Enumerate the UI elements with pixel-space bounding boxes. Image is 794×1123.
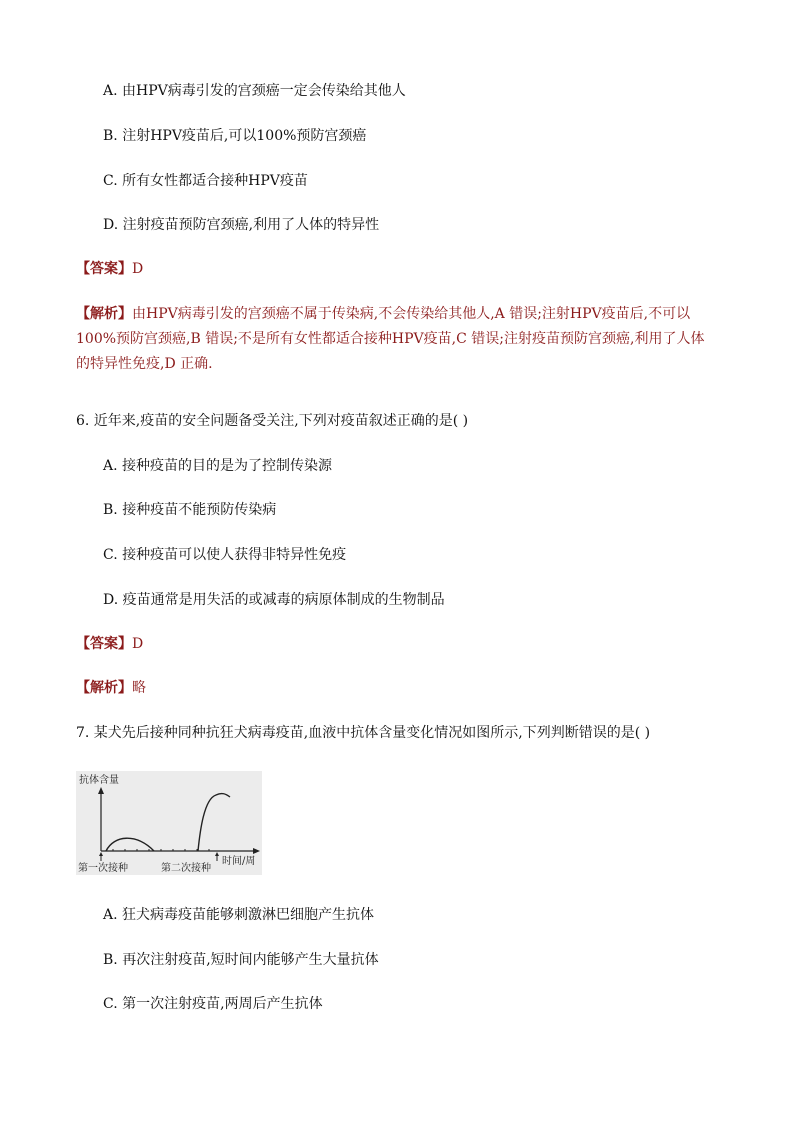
figure-first-injection-label: 第一次接种 [78,863,128,874]
q6-stem: 6. 近年来,疫苗的安全问题备受关注,下列对疫苗叙述正确的是( ) [76,413,469,429]
q5-analysis [76,302,716,377]
x-axis-arrow [253,848,260,854]
q6-answer [76,633,143,655]
q5-option-b: B. 注射HPV疫苗后,可以100%预防宫颈癌 [103,128,367,144]
q7-stem: 7. 某犬先后接种同种抗狂犬病毒疫苗,血液中抗体含量变化情况如图所示,下列判断错误的是( ) [76,725,651,741]
figure-xlabel: 时间/周 [222,856,256,867]
q6-answer-tag: 【答案】 [76,636,132,652]
q5-analysis-tag: 【解析】 [76,306,132,322]
antibody-curve-figure [76,771,262,875]
q5-option-c: C. 所有女性都适合接种HPV疫苗 [103,173,308,189]
q5-answer-tag: 【答案】 [76,261,132,277]
q5-answer-value: D [132,261,144,277]
figure-second-injection-label: 第二次接种 [161,863,211,874]
q6-option-b: B. 接种疫苗不能预防传染病 [103,502,277,518]
figure-ylabel: 抗体含量 [79,775,119,786]
q6-answer-value: D [132,636,144,652]
q7-option-b: B. 再次注射疫苗,短时间内能够产生大量抗体 [103,952,379,968]
q5-answer [76,258,143,280]
q7-option-c: C. 第一次注射疫苗,两周后产生抗体 [103,996,323,1012]
q5-analysis-text: 由HPV病毒引发的宫颈癌不属于传染病,不会传染给其他人,A 错误;注射HPV疫苗后,不可以100%预防宫颈癌,B 错误;不是所有女性都适合接种HPV疫苗,C 错误;注射疫苗预防宫颈癌,利用了人体的特异性免疫,D 正确. [76,306,705,372]
q5-option-a: A. 由HPV病毒引发的宫颈癌一定会传染给其他人 [103,83,406,99]
q6-option-d: D. 疫苗通常是用失活的或减毒的病原体制成的生物制品 [103,592,445,608]
q6-analysis [76,677,146,699]
second-response-curve [198,794,230,851]
q6-option-a: A. 接种疫苗的目的是为了控制传染源 [103,458,333,474]
q6-option-c: C. 接种疫苗可以使人获得非特异性免疫 [103,547,347,563]
q6-analysis-tag: 【解析】 [76,680,132,696]
q5-option-d: D. 注射疫苗预防宫颈癌,利用了人体的特异性 [103,217,380,233]
antibody-curve-svg [76,771,262,875]
q7-option-a: A. 狂犬病毒疫苗能够刺激淋巴细胞产生抗体 [103,907,375,923]
q6-analysis-text: 略 [132,680,146,696]
y-axis-arrow [98,787,104,794]
